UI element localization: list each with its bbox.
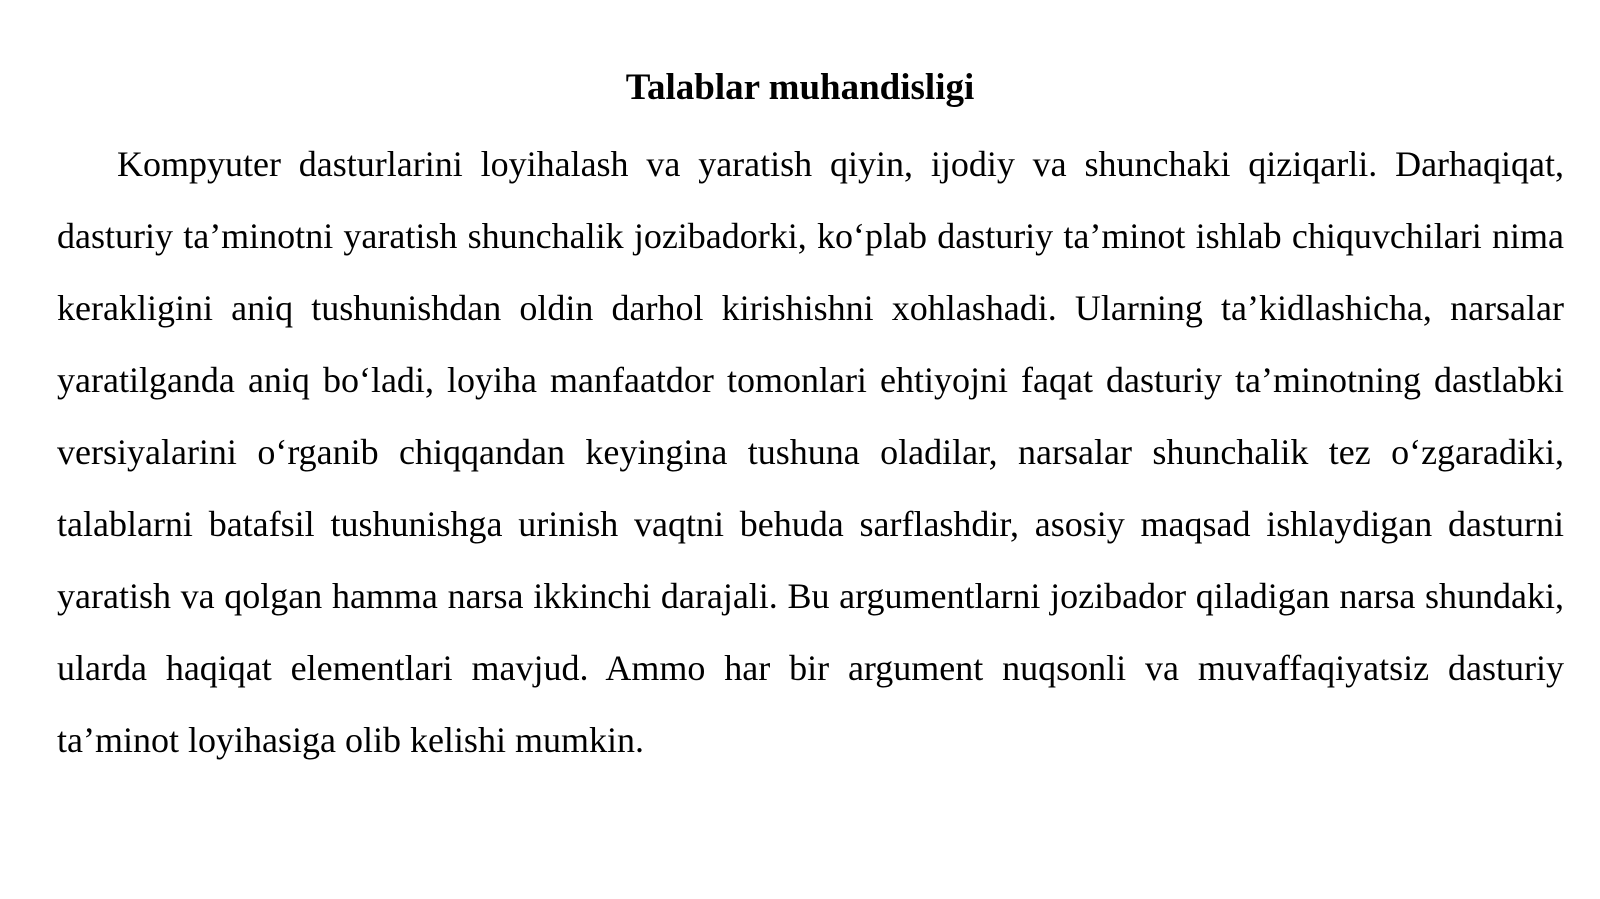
document-title: Talablar muhandisligi [625, 67, 975, 108]
body-paragraph: Kompyuter dasturlarini loyihalash va yaratish qiyin, ijodiy va shunchaki qiziqarli. Darhaqiqat, dasturiy ta’minotni yaratish shunchalik jozibadorki, ko‘plab dasturiy ta’minot ishlab chiquvchilari nima kerakligini aniq tushunishdan oldin darhol kirishishni xohlashadi. Ularning ta’kidlashicha, narsalar yaratilganda aniq bo‘ladi, loyiha manfaatdor tomonlari ehtiyojni faqat dasturiy ta’minotning dastlabki versiyalarini o‘rganib chiqqandan keyingina tushuna oladilar, narsalar shunchalik tez o‘zgaradiki, talablarni batafsil tushunishga urinish vaqtni behuda sarflashdir, asosiy maqsad ishlaydigan dasturni yaratish va qolgan hamma narsa ikkinchi darajali. Bu argumentlarni jozibador qiladigan narsa shundaki, ularda haqiqat elementlari mavjud. Ammo har bir argument nuqsonli va muvaffaqiyatsiz dasturiy ta’minot loyihasiga olib kelishi mumkin. [57, 144, 1564, 760]
